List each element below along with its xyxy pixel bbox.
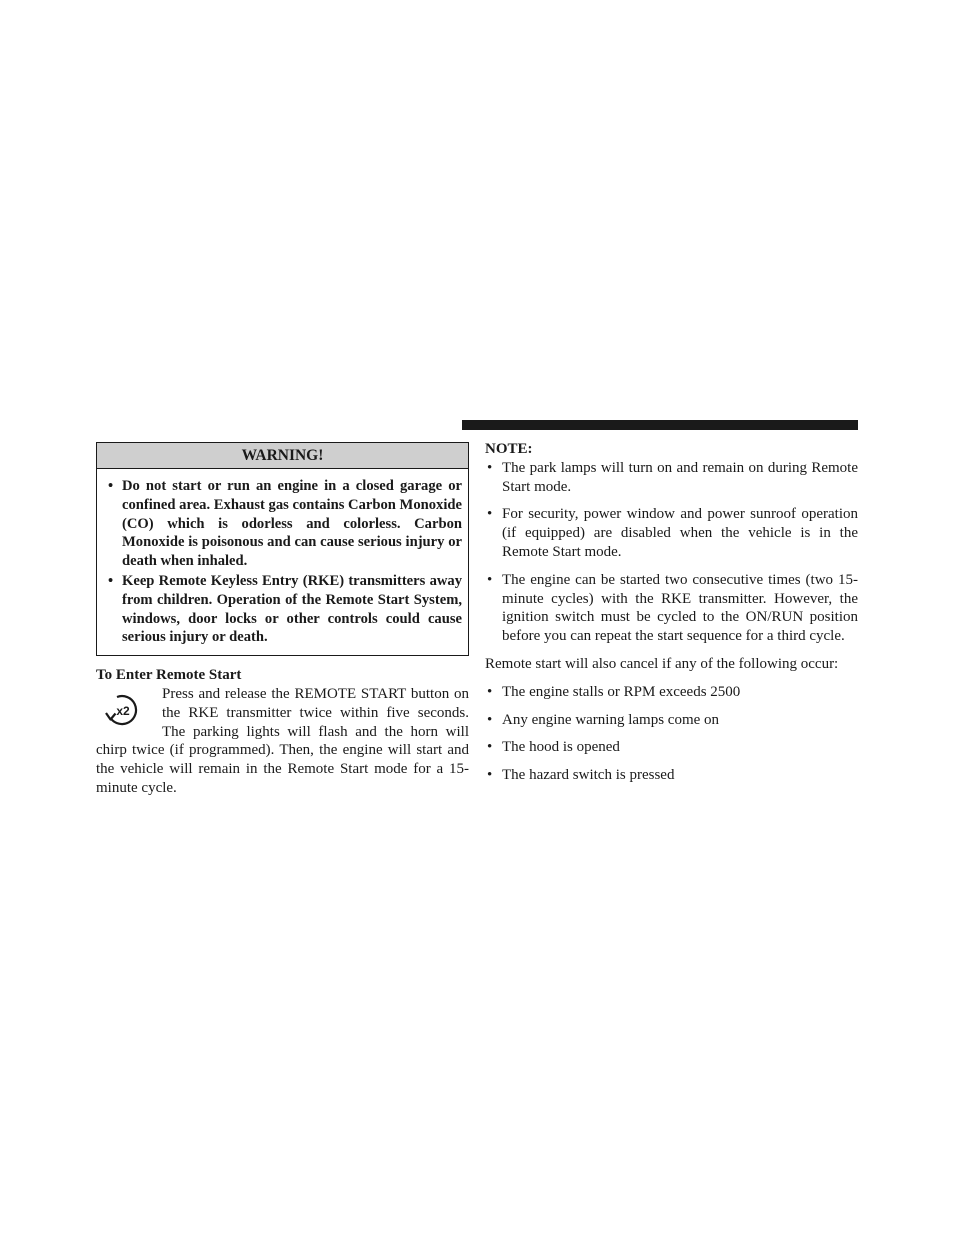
warning-item: • Keep Remote Keyless Entry (RKE) transmitters away from children. Operation of the Remote Start System, windows, door locks or other controls could cause serious injury or death. <box>105 572 462 647</box>
cancel-list <box>485 683 858 785</box>
enter-instructions: Press and release the REMOTE START button on the RKE transmitter twice within five seconds. The parking lights will flash and the horn will chirp twice (if programmed). Then, the engine will start and the vehicle will remain in the Remote Start mode for a 15-minute cycle. <box>96 685 469 796</box>
cancel-item: • Any engine warning lamps come on <box>485 711 858 730</box>
warning-item: • Do not start or run an engine in a closed garage or confined area. Exhaust gas contains Carbon Monoxide (CO) which is odorless and colorless. Carbon Monoxide is poisonous and can cause serious injury or death when inhaled. <box>105 477 462 571</box>
warning-list <box>97 469 468 655</box>
note-heading: NOTE: <box>485 441 533 457</box>
warning-title: WARNING! <box>97 443 468 469</box>
section-header-bar <box>462 420 858 430</box>
remote-start-x2-icon <box>96 691 150 731</box>
cancel-item: • The hazard switch is pressed <box>485 766 858 785</box>
right-column <box>485 440 858 785</box>
left-column <box>96 442 469 798</box>
note-list <box>485 459 858 646</box>
icon-label: x2 <box>116 703 130 718</box>
cancel-item: • The hood is opened <box>485 738 858 757</box>
note-item: • The park lamps will turn on and remain on during Remote Start mode. <box>485 459 858 497</box>
note-item: • The engine can be started two consecutive times (two 15-minute cycles) with the RKE transmitter. However, the ignition switch must be cycled to the ON/RUN position before you can repeat the start sequence for a third cycle. <box>485 571 858 646</box>
warning-box <box>96 442 469 656</box>
enter-section-body <box>96 685 469 798</box>
cancel-item: • The engine stalls or RPM exceeds 2500 <box>485 683 858 702</box>
cancel-intro: Remote start will also cancel if any of the following occur: <box>485 655 839 672</box>
note-item: • For security, power window and power sunroof operation (if equipped) are disabled when the vehicle is in the Remote Start mode. <box>485 505 858 561</box>
section-heading: To Enter Remote Start <box>96 667 242 684</box>
